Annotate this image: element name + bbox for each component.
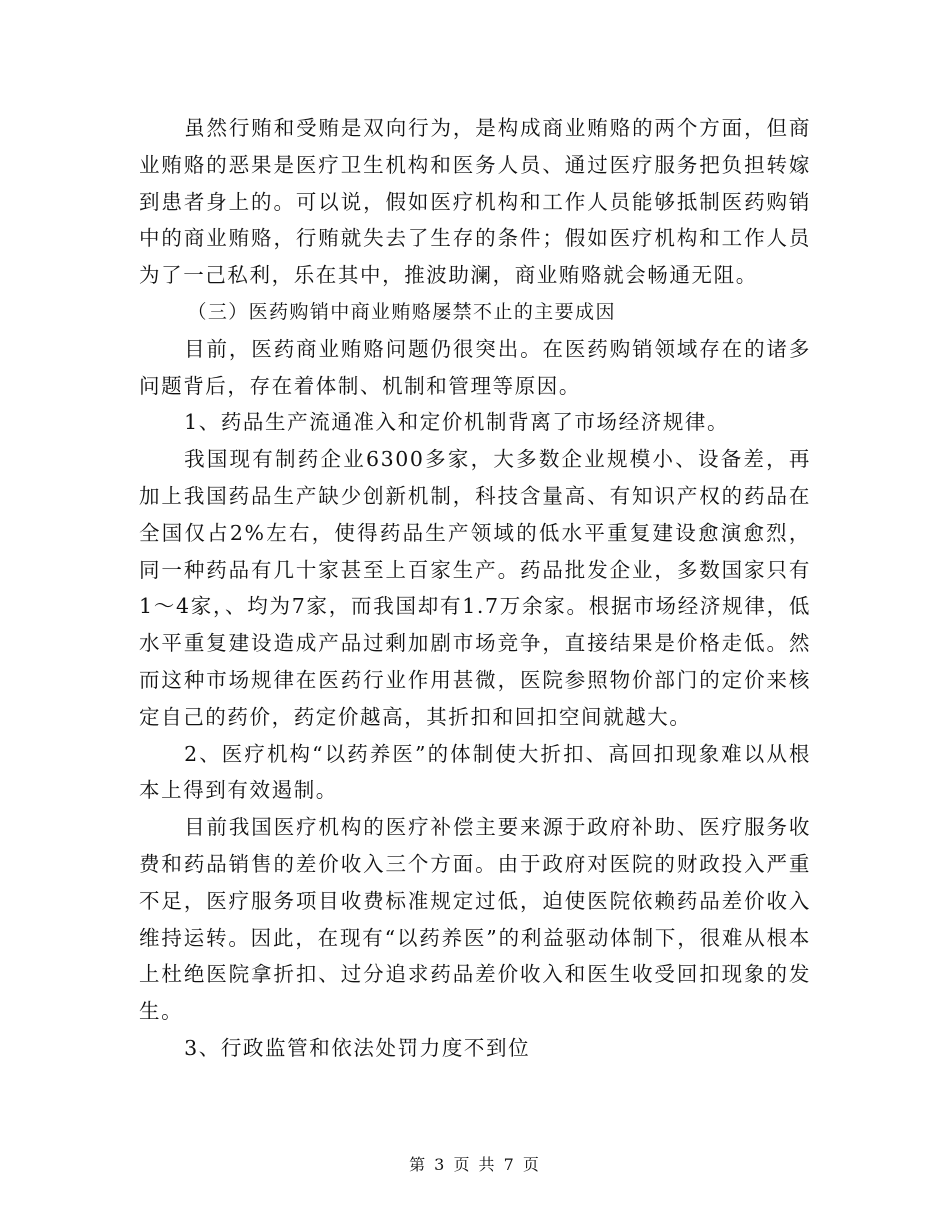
subheading-pricing-mechanism: 1、药品生产流通准入和定价机制背离了市场经济规律。 [184,410,730,435]
paragraph-hospital-funding: 目前我国医疗机构的医疗补偿主要来源于政府补助、医疗服务收费和药品销售的差价收入三个方面。由于政府对医院的财政投入严重不足，医疗服务项目收费标准规定过低，迫使医院依赖药品差价收入维持运转。因此，在现有“以药养医”的利益驱动体制下，很难从根本上杜绝医院拿折扣、过分追求药品差价收入和医生收受回扣现象的发生。 [139,815,811,1024]
document-body [139,110,811,1067]
paragraph-pharma-industry: 我国现有制药企业6300多家，大多数企业规模小、设备差，再加上我国药品生产缺少创新机制，科技含量高、有知识产权的药品在全国仅占2%左右，使得药品生产领域的低水平重复建设愈演愈烈，同一种药品有几十家甚至上百家生产。药品批发企业，多数国家只有1～4家，、均为7家，而我国却有1.7万余家。根据市场经济规律，低水平重复建设造成产品过剩加剧市场竞争，直接结果是价格走低。然而这种市场规律在医药行业作用甚微，医院参照物价部门的定价来核定自己的药价，药定价越高，其折扣和回扣空间就越大。 [139,447,811,729]
section-heading-causes: （三）医药购销中商业贿赂屡禁不止的主要成因 [187,300,616,323]
paragraph-current-situation: 目前，医药商业贿赂问题仍很突出。在医药购销领域存在的诸多问题背后，存在着体制、机制和管理等原因。 [139,336,811,398]
paragraph-bribery-consequences: 虽然行贿和受贿是双向行为，是构成商业贿赂的两个方面，但商业贿赂的恶果是医疗卫生机构和医务人员、通过医疗服务把负担转嫁到患者身上的。可以说，假如医疗机构和工作人员能够抵制医药购销中的商业贿赂，行贿就失去了生存的条件；假如医疗机构和工作人员为了一己私利，乐在其中，推波助澜，商业贿赂就会畅通无阻。 [139,116,811,288]
subheading-drug-support-system: 2、医疗机构“以药养医”的体制使大折扣、高回扣现象难以从根本上得到有效遏制。 [139,741,811,803]
subheading-regulation: 3、行政监管和依法处罚力度不到位 [184,1035,531,1060]
page-number-footer: 第 3 页 共 7 页 [409,1155,541,1174]
